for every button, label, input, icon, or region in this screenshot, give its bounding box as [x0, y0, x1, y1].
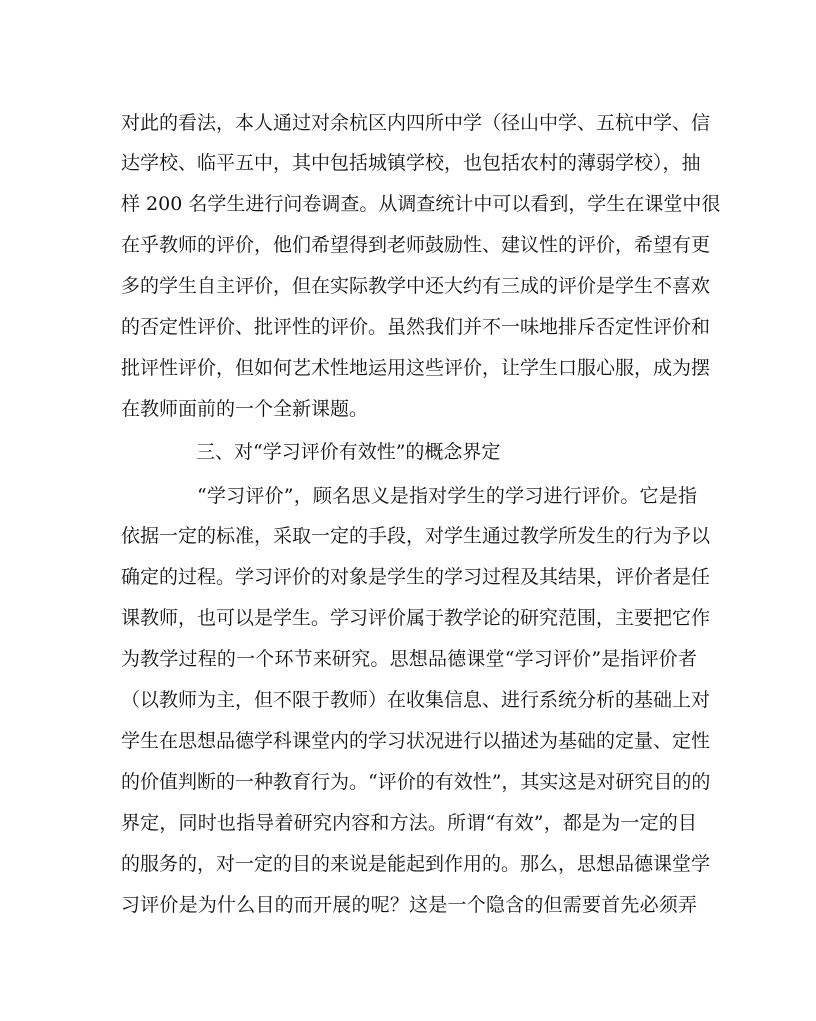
paragraph-line: 达学校、临平五中，其中包括城镇学校，也包括农村的薄弱学校），抽 — [121, 152, 701, 174]
paragraph-line: “学习评价”，顾名思义是指对学生的学习进行评价。它是指 — [197, 485, 697, 507]
paragraph-line: 对此的看法，本人通过对余杭区内四所中学（径山中学、五杭中学、信 — [121, 112, 711, 134]
paragraph-line: 批评性评价，但如何艺术性地运用这些评价，让学生口服心服，成为摆 — [121, 357, 711, 379]
paragraph-line: 在乎教师的评价，他们希望得到老师鼓励性、建议性的评价，希望有更 — [121, 234, 711, 256]
paragraph-line: 课教师，也可以是学生。学习评价属于教学论的研究范围，主要把它作 — [121, 607, 711, 629]
paragraph-line: 的否定性评价、批评性的评价。虽然我们并不一味地排斥否定性评价和 — [121, 316, 711, 338]
section-heading: 三、对“学习评价有效性”的概念界定 — [196, 441, 501, 463]
paragraph-line: 的服务的，对一定的目的来说是能起到作用的。那么，思想品德课堂学 — [121, 853, 711, 875]
paragraph-line: 界定，同时也指导着研究内容和方法。所谓“有效”，都是为一定的目 — [121, 812, 697, 834]
paragraph-line: 样 200 名学生进行问卷调查。从调查统计中可以看到，学生在课堂中很 — [121, 193, 721, 215]
paragraph-line: 学生在思想品德学科课堂内的学习状况进行以描述为基础的定量、定性 — [121, 730, 711, 752]
paragraph-line: 确定的过程。学习评价的对象是学生的学习过程及其结果，评价者是任 — [121, 566, 711, 588]
paragraph-line: 的价值判断的一种教育行为。“评价的有效性”，其实这是对研究目的的 — [121, 771, 711, 793]
paragraph-line: 依据一定的标准，采取一定的手段，对学生通过教学所发生的行为予以 — [121, 525, 711, 547]
paragraph-line: 在教师面前的一个全新课题。 — [121, 398, 369, 420]
paragraph-line: 习评价是为什么目的而开展的呢？这是一个隐含的但需要首先必须弄 — [121, 894, 697, 916]
paragraph-line: 为教学过程的一个环节来研究。思想品德课堂“学习评价”是指评价者 — [121, 648, 697, 670]
paragraph-line: （以教师为主，但不限于教师）在收集信息、进行系统分析的基础上对 — [121, 689, 711, 711]
paragraph-line: 多的学生自主评价，但在实际教学中还大约有三成的评价是学生不喜欢 — [121, 275, 711, 297]
